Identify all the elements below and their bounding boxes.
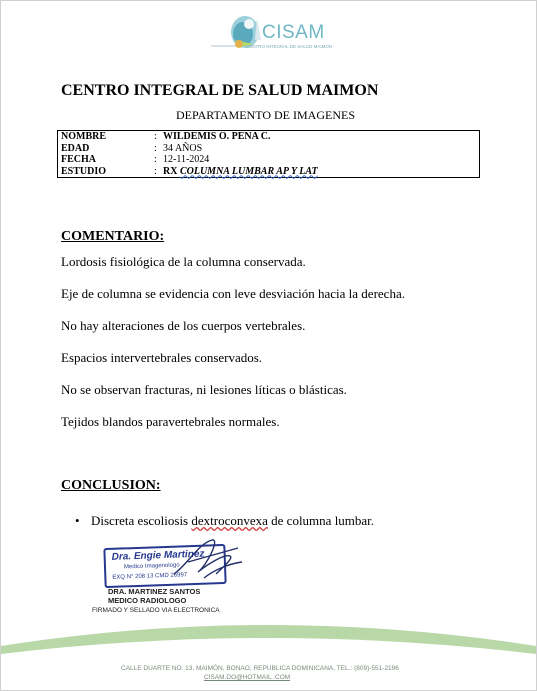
handwritten-signature-icon	[168, 534, 248, 582]
info-colon: :	[154, 165, 157, 177]
department-title: DEPARTAMENTO DE IMAGENES	[176, 108, 355, 122]
conclusion-flagged-word: dextroconvexa	[191, 513, 268, 528]
logo-subtitle: CENTRO INTEGRAL DE SALUD MAIMON	[246, 44, 333, 49]
conclusion-text	[91, 513, 374, 529]
stamp-name: Dra. Engie Martinez	[111, 548, 205, 563]
info-label: FECHA	[61, 154, 96, 165]
info-colon: :	[154, 131, 157, 142]
comment-line: Lordosis fisiológica de la columna conservada.	[61, 254, 306, 269]
study-prefix: RX	[163, 165, 180, 177]
stamp-exequatur: EXQ N° 208 13 CMD 26997	[112, 572, 188, 581]
info-row-nombre	[58, 131, 479, 143]
comment-line: Eje de columna se evidencia con leve desviación hacia la derecha.	[61, 286, 405, 301]
logo-wordmark: CISAM	[262, 22, 325, 43]
clinic-title: CENTRO INTEGRAL DE SALUD MAIMON	[61, 82, 379, 99]
footer-email: CISAM.DO@HOTMAIL .COM	[204, 674, 291, 681]
bullet-icon: •	[75, 513, 80, 528]
stamp-role: Medico Imagenologo	[123, 562, 180, 571]
patient-info-box	[57, 130, 480, 178]
comment-line: No hay alteraciones de los cuerpos vertebrales.	[61, 318, 306, 333]
conclusion-text-end: de columna lumbar.	[267, 513, 375, 528]
study-date: 12-11-2024	[163, 154, 210, 165]
signer-name: DRA. MARTINEZ SANTOS	[108, 587, 201, 596]
patient-name: WILDEMIS O. PENA C.	[163, 131, 271, 142]
info-colon: :	[154, 142, 157, 154]
comment-line: Tejidos blandos paravertebrales normales.	[61, 414, 280, 429]
patient-age: 34 AÑOS	[163, 142, 203, 154]
study-name: COLUMNA LUMBAR AP Y LAT	[179, 165, 318, 177]
info-label: ESTUDIO	[61, 165, 107, 177]
info-label: EDAD	[61, 142, 90, 154]
conclusion-heading: CONCLUSION:	[61, 478, 161, 493]
comment-line: No se observan fracturas, ni lesiones líticas o blásticas.	[61, 382, 347, 397]
study-type	[163, 166, 318, 178]
footer-address: CALLE DUARTE NO. 13, MAIMÓN, BONAO, REPUBLICA DOMINICANA, TEL.: (809)-551-2196	[121, 665, 399, 672]
info-label: NOMBRE	[61, 131, 106, 142]
info-row-fecha	[58, 154, 479, 166]
info-colon: :	[154, 154, 157, 165]
conclusion-text-start: Discreta escoliosis	[91, 513, 192, 528]
comment-line: Espacios intervertebrales conservados.	[61, 350, 263, 365]
comentario-heading: COMENTARIO:	[61, 229, 165, 244]
signer-role: MEDICO RADIOLOGO	[108, 596, 187, 605]
signature-note: FIRMADO Y SELLADO VIA ELECTRONICA	[92, 607, 220, 614]
info-row-estudio	[58, 166, 479, 178]
info-row-edad	[58, 143, 479, 155]
